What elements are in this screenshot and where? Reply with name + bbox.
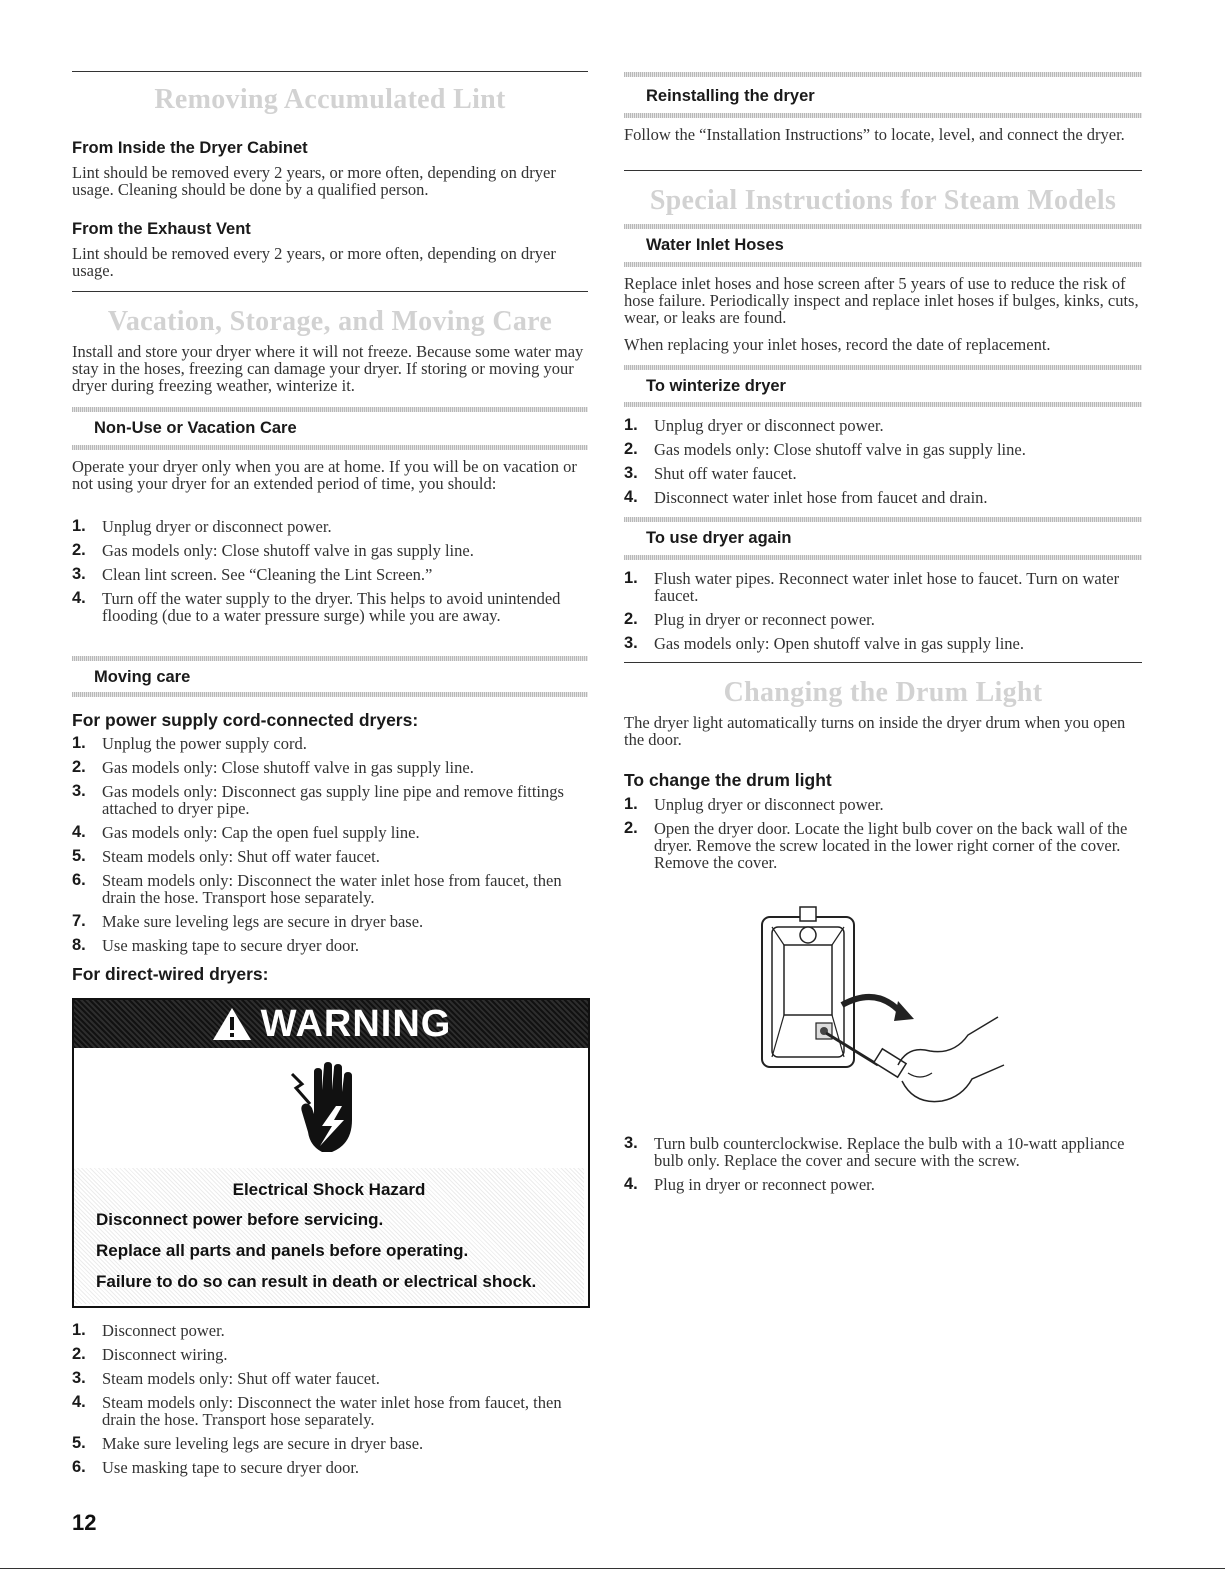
dotted-divider [72,407,588,412]
shock-hazard-pictogram [76,1048,584,1170]
heading-change-drum-light: To change the drum light [624,770,832,790]
list-item: 3. Clean lint screen. See “Cleaning the Lint Screen.” [72,565,433,584]
drum-light-steps-a [624,796,1142,878]
list-item: 2. Plug in dryer or reconnect power. [624,610,875,629]
text-inside-cabinet: Lint should be removed every 2 years, or more often, depending on dryer usage. Cleaning should be done by a qualified person. [72,163,556,199]
list-item: 1. Unplug dryer or disconnect power. [72,517,332,536]
heading-water-inlet-hoses: Water Inlet Hoses [646,236,784,254]
use-again-steps [624,570,1142,659]
warning-line-3: Failure to do so can result in death or electrical shock. [96,1272,537,1291]
bottom-rule [0,1568,1225,1569]
dotted-divider [72,692,588,697]
dotted-divider [624,262,1142,267]
list-item: 3. Gas models only: Open shutoff valve in gas supply line. [624,634,1024,653]
list-item: 2. Open the dryer door. Locate the light bulb cover on the back wall of the dryer. Remove the screw located in the lower right corner of the cover. Remove the cover. [624,819,1128,872]
heading-moving-care: Moving care [94,668,191,686]
list-item: 4. Steam models only: Disconnect the water inlet hose from faucet, then drain the hose. Transport hose separately. [72,1393,562,1429]
list-item: 3. Shut off water faucet. [624,464,797,483]
cord-connected-steps [72,735,588,961]
warning-box [72,998,590,1308]
warning-text-area [74,1168,584,1304]
divider [72,71,588,72]
text-reinstalling: Follow the “Installation Instructions” to locate, level, and connect the dryer. [624,125,1125,144]
dotted-divider [624,72,1142,77]
heading-use-again: To use dryer again [646,529,792,547]
dotted-divider [624,517,1142,522]
heading-exhaust-vent: From the Exhaust Vent [72,220,251,238]
divider [72,291,588,292]
drum-light-steps-b [624,1135,1142,1200]
list-item: 2. Disconnect wiring. [72,1345,228,1364]
dotted-divider [624,402,1142,407]
section-title-removing-lint: Removing Accumulated Lint [154,84,506,115]
alert-triangle-icon [211,1006,253,1042]
heading-winterize: To winterize dryer [646,377,786,395]
list-item: 4. Gas models only: Cap the open fuel supply line. [72,823,420,842]
list-item: 3. Gas models only: Disconnect gas supply line pipe and remove fittings attached to dryer pipe. [72,782,564,818]
section-title-drum-light: Changing the Drum Light [723,677,1043,708]
heading-cord-connected: For power supply cord-connected dryers: [72,710,419,730]
list-item: 6. Use masking tape to secure dryer door. [72,1458,360,1477]
warning-title: WARNING [260,1002,452,1045]
dotted-divider [624,365,1142,370]
list-item: 8. Use masking tape to secure dryer door. [72,936,360,955]
hazard-title: Electrical Shock Hazard [232,1180,426,1199]
section-title-steam-models: Special Instructions for Steam Models [649,185,1117,216]
list-item: 6. Steam models only: Disconnect the water inlet hose from faucet, then drain the hose. Transport hose separately. [72,871,562,907]
winterize-steps [624,417,1142,513]
dotted-divider [72,656,588,661]
list-item: 2. Gas models only: Close shutoff valve in gas supply line. [624,440,1026,459]
text-record-date: When replacing your inlet hoses, record the date of replacement. [624,335,1051,354]
warning-line-2: Replace all parts and panels before operating. [96,1241,469,1260]
text-non-use: Operate your dryer only when you are at home. If you will be on vacation or not using your dryer for an extended period of time, you should: [72,457,577,493]
direct-wired-steps [72,1322,588,1483]
list-item: 1. Unplug the power supply cord. [72,734,307,753]
list-item: 4. Plug in dryer or reconnect power. [624,1175,875,1194]
warning-line-1: Disconnect power before servicing. [96,1210,384,1229]
list-item: 7. Make sure leveling legs are secure in dryer base. [72,912,424,931]
text-exhaust-vent: Lint should be removed every 2 years, or more often, depending on dryer usage. [72,244,556,280]
dotted-divider [624,113,1142,118]
list-item: 4. Turn off the water supply to the dryer. This helps to avoid unintended flooding (due to a water pressure surge) while you are away. [72,589,561,625]
list-item: 1. Disconnect power. [72,1321,225,1340]
text-water-inlet-hoses: Replace inlet hoses and hose screen after 5 years of use to reduce the risk of hose failure. Periodically inspect and replace inlet hoses if bulges, kinks, cuts, wear, or leaks are found. [624,274,1139,327]
non-use-steps [72,518,588,631]
list-item: 4. Disconnect water inlet hose from faucet and drain. [624,488,988,507]
dotted-divider [624,555,1142,560]
drum-light-cover-illustration [758,905,1008,1125]
section-title-vacation: Vacation, Storage, and Moving Care [107,306,553,337]
list-item: 1. Unplug dryer or disconnect power. [624,416,884,435]
list-item: 5. Steam models only: Shut off water faucet. [72,847,380,866]
heading-reinstalling: Reinstalling the dryer [646,87,815,105]
page-number: 12 [72,1510,97,1535]
warning-header [74,1000,588,1048]
text-drum-intro: The dryer light automatically turns on inside the dryer drum when you open the door. [624,713,1126,749]
heading-direct-wired: For direct-wired dryers: [72,964,269,984]
electric-shock-hand-icon [282,1054,372,1164]
list-item: 3. Steam models only: Shut off water faucet. [72,1369,380,1388]
list-item: 3. Turn bulb counterclockwise. Replace the bulb with a 10-watt appliance bulb only. Replace the cover and secure with the screw. [624,1134,1125,1170]
divider [624,662,1142,663]
heading-inside-cabinet: From Inside the Dryer Cabinet [72,139,308,157]
list-item: 1. Unplug dryer or disconnect power. [624,795,884,814]
text-vacation-intro: Install and store your dryer where it will not freeze. Because some water may stay in the hoses, freezing can damage your dryer. If storing or moving your dryer during freezing weather, winterize it. [72,342,584,395]
dotted-divider [624,224,1142,229]
heading-non-use: Non-Use or Vacation Care [94,419,297,437]
list-item: 2. Gas models only: Close shutoff valve in gas supply line. [72,758,474,777]
list-item: 5. Make sure leveling legs are secure in dryer base. [72,1434,424,1453]
list-item: 2. Gas models only: Close shutoff valve in gas supply line. [72,541,474,560]
divider [624,170,1142,171]
dotted-divider [72,445,588,450]
list-item: 1. Flush water pipes. Reconnect water inlet hose to faucet. Turn on water faucet. [624,569,1120,605]
